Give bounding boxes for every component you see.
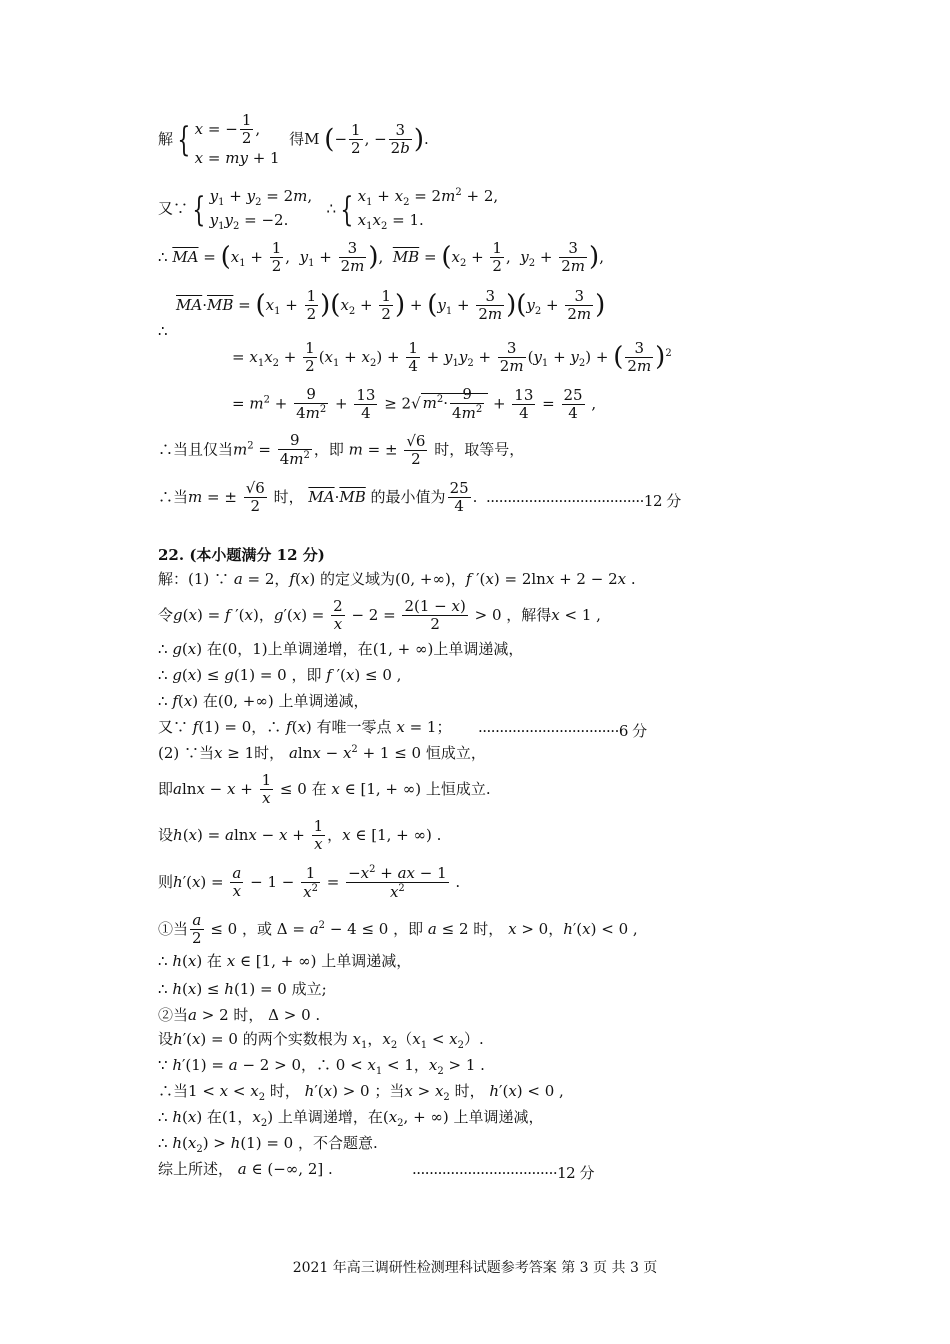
q22-line-6: 又∵ f(1) = 0，∴ f(x) 有唯一零点 x = 1； <box>158 718 452 736</box>
question-22-heading: 22. (本小题满分 12 分) <box>158 546 325 564</box>
score-line-12: ··································12 分 <box>412 1164 594 1182</box>
q22-line-10: 则h′(x) = $\frac{a}{x}$ − 1 − $\frac{1}{x^2}$ = $\frac{-x^2 + ax - 1}{x^2}$ . <box>158 863 461 902</box>
q22-line-19: ∴ $h(x_2) > h(1) = 0$ ，不合题意. <box>158 1134 378 1155</box>
q22-line-12: ∴ h(x) 在 x ∈ [1, + ∞) 上单调递减， <box>158 952 412 970</box>
equality-line: ∴当且仅当$m^2$ = $\frac{9}{4m^2}$ ，即 m = ± $\frac{√6}{2}$ 时，取等号， <box>158 431 525 469</box>
q22-line-5: ∴ f(x) 在(0, +∞) 上单调递减， <box>158 692 369 710</box>
q22-line-11: ①当 $\frac{a}{2}$ ≤ 0 ，或 $\Delta = a^2 - 4 \le 0$ ，即 a ≤ 2 时， x > 0，h′(x) < 0 , <box>158 911 638 948</box>
q22-line-16: ∵ h′(1) = a − 2 > 0，∴ $0 < x_1 < 1$，$x_2 > 1$ . <box>158 1056 485 1077</box>
page-footer: 2021 年高三调研性检测理科试题参考答案 第 3 页 共 3 页 <box>292 1260 658 1276</box>
q22-line-17: ∴当$1 < x < x_2$ 时， h′(x) > 0 ；当$x > x_2$ 时， h′(x) < 0 , <box>158 1082 564 1103</box>
therefore-symbol: ∴ <box>158 322 168 340</box>
score-line-1: ·····································12 分 <box>486 492 681 510</box>
q22-line-14: ②当a > 2 时， Δ > 0 . <box>158 1006 321 1024</box>
q22-line-8: 即alnx − x + $\frac{1}{x}$ ≤ 0 在 x ∈ [1, + ∞) 上恒成立. <box>158 771 491 808</box>
minimum-line: ∴当m = ± $\frac{√6}{2}$ 时， $\overline{MA}\cdot\overline{MB}$ 的最小值为 $\frac{25}{4}$ . <box>158 479 478 516</box>
q22-line-3: ∴ g(x) 在(0，1)上单调递增，在(1, + ∞)上单调递减， <box>158 640 524 658</box>
q22-line-15: 设h′(x) = 0 的两个实数根为 $x_1$，$x_2(x_1 < x_2)$. <box>158 1030 484 1051</box>
solve-system-line: 解 { x = − $\frac{1}{2}$ , x = my + 1 得M (− $\frac{1}{2}$ , − $\frac{3}{2b}$ ). <box>158 111 429 167</box>
q22-line-1: 解：(1) ∵ a = 2，f(x) 的定义域为(0, +∞)，f ′(x) = 2lnx + 2 − 2x . <box>158 570 636 588</box>
q22-line-9: 设h(x) = alnx − x + $\frac{1}{x}$ ，x ∈ [1, + ∞) . <box>158 817 442 854</box>
score-line-6: ·································6 分 <box>478 722 647 740</box>
q22-line-18: ∴ h(x) 在(1，$x_2$) 上单调递增，在($x_2$, + ∞) 上单调递减， <box>158 1108 544 1129</box>
inequality-line: = $m^2$ + $\frac{9}{4m^2}$ + $\frac{13}{4}$ ≥ 2√ $m^2\cdot$ $\frac{9}{4m^2}$ + $\frac{13}{4}$ = $\frac{25}{4}$ , <box>232 385 597 423</box>
q22-line-7: (2) ∵当x ≥ 1时， $alnx - x^2 + 1 \le 0$ 恒成立， <box>158 744 486 762</box>
q22-line-2: 令g(x) = f ′(x)，g′(x) = $\frac{2}{x}$ − 2 = $\frac{2(1 - x)}{2}$ > 0 ，解得x < 1 , <box>158 597 601 634</box>
expand-line: = $x_1x_2$ + $\frac{1}{2}$ $(x_1 + x_2)$ + $\frac{1}{4}$ + $y_1y_2$ + $\frac{3}{2m}$ $(y_1 + y_2)$ + ( $\frac{3}{2m}$ )$^2$ <box>232 339 672 376</box>
dot-product-line: $\overline{MA}\cdot\overline{MB} = (x_1$ + $\frac{1}{2}$ )($x_2$ + $\frac{1}{2}$ ) + ($y_1$ + $\frac{3}{2m}$ )($y_2$ + $\frac{3}{2m}$ ) <box>176 287 606 324</box>
q22-line-4: ∴ g(x) ≤ g(1) = 0 ，即 f ′(x) ≤ 0 , <box>158 666 402 684</box>
vectors-line: ∴ $\overline{MA} = (x_1$ + $\frac{1}{2}$ , $y_1$ + $\frac{3}{2m}$ ), $\overline{MB} = (x_2$ + $\frac{1}{2}$ , $y_2$ + $\frac{3}{2m}$ ), <box>158 239 604 276</box>
q22-line-13: ∴ h(x) ≤ h(1) = 0 成立; <box>158 980 327 998</box>
vieta-line: 又∵ { $y_1 + y_2 = 2m$, $y_1y_2 = -2$. ∴ { $x_1 + x_2 = 2m^2 + 2$, $x_1x_2 = 1$. <box>158 187 499 232</box>
q22-conclusion: 综上所述， a ∈ (−∞, 2] . <box>158 1160 333 1178</box>
